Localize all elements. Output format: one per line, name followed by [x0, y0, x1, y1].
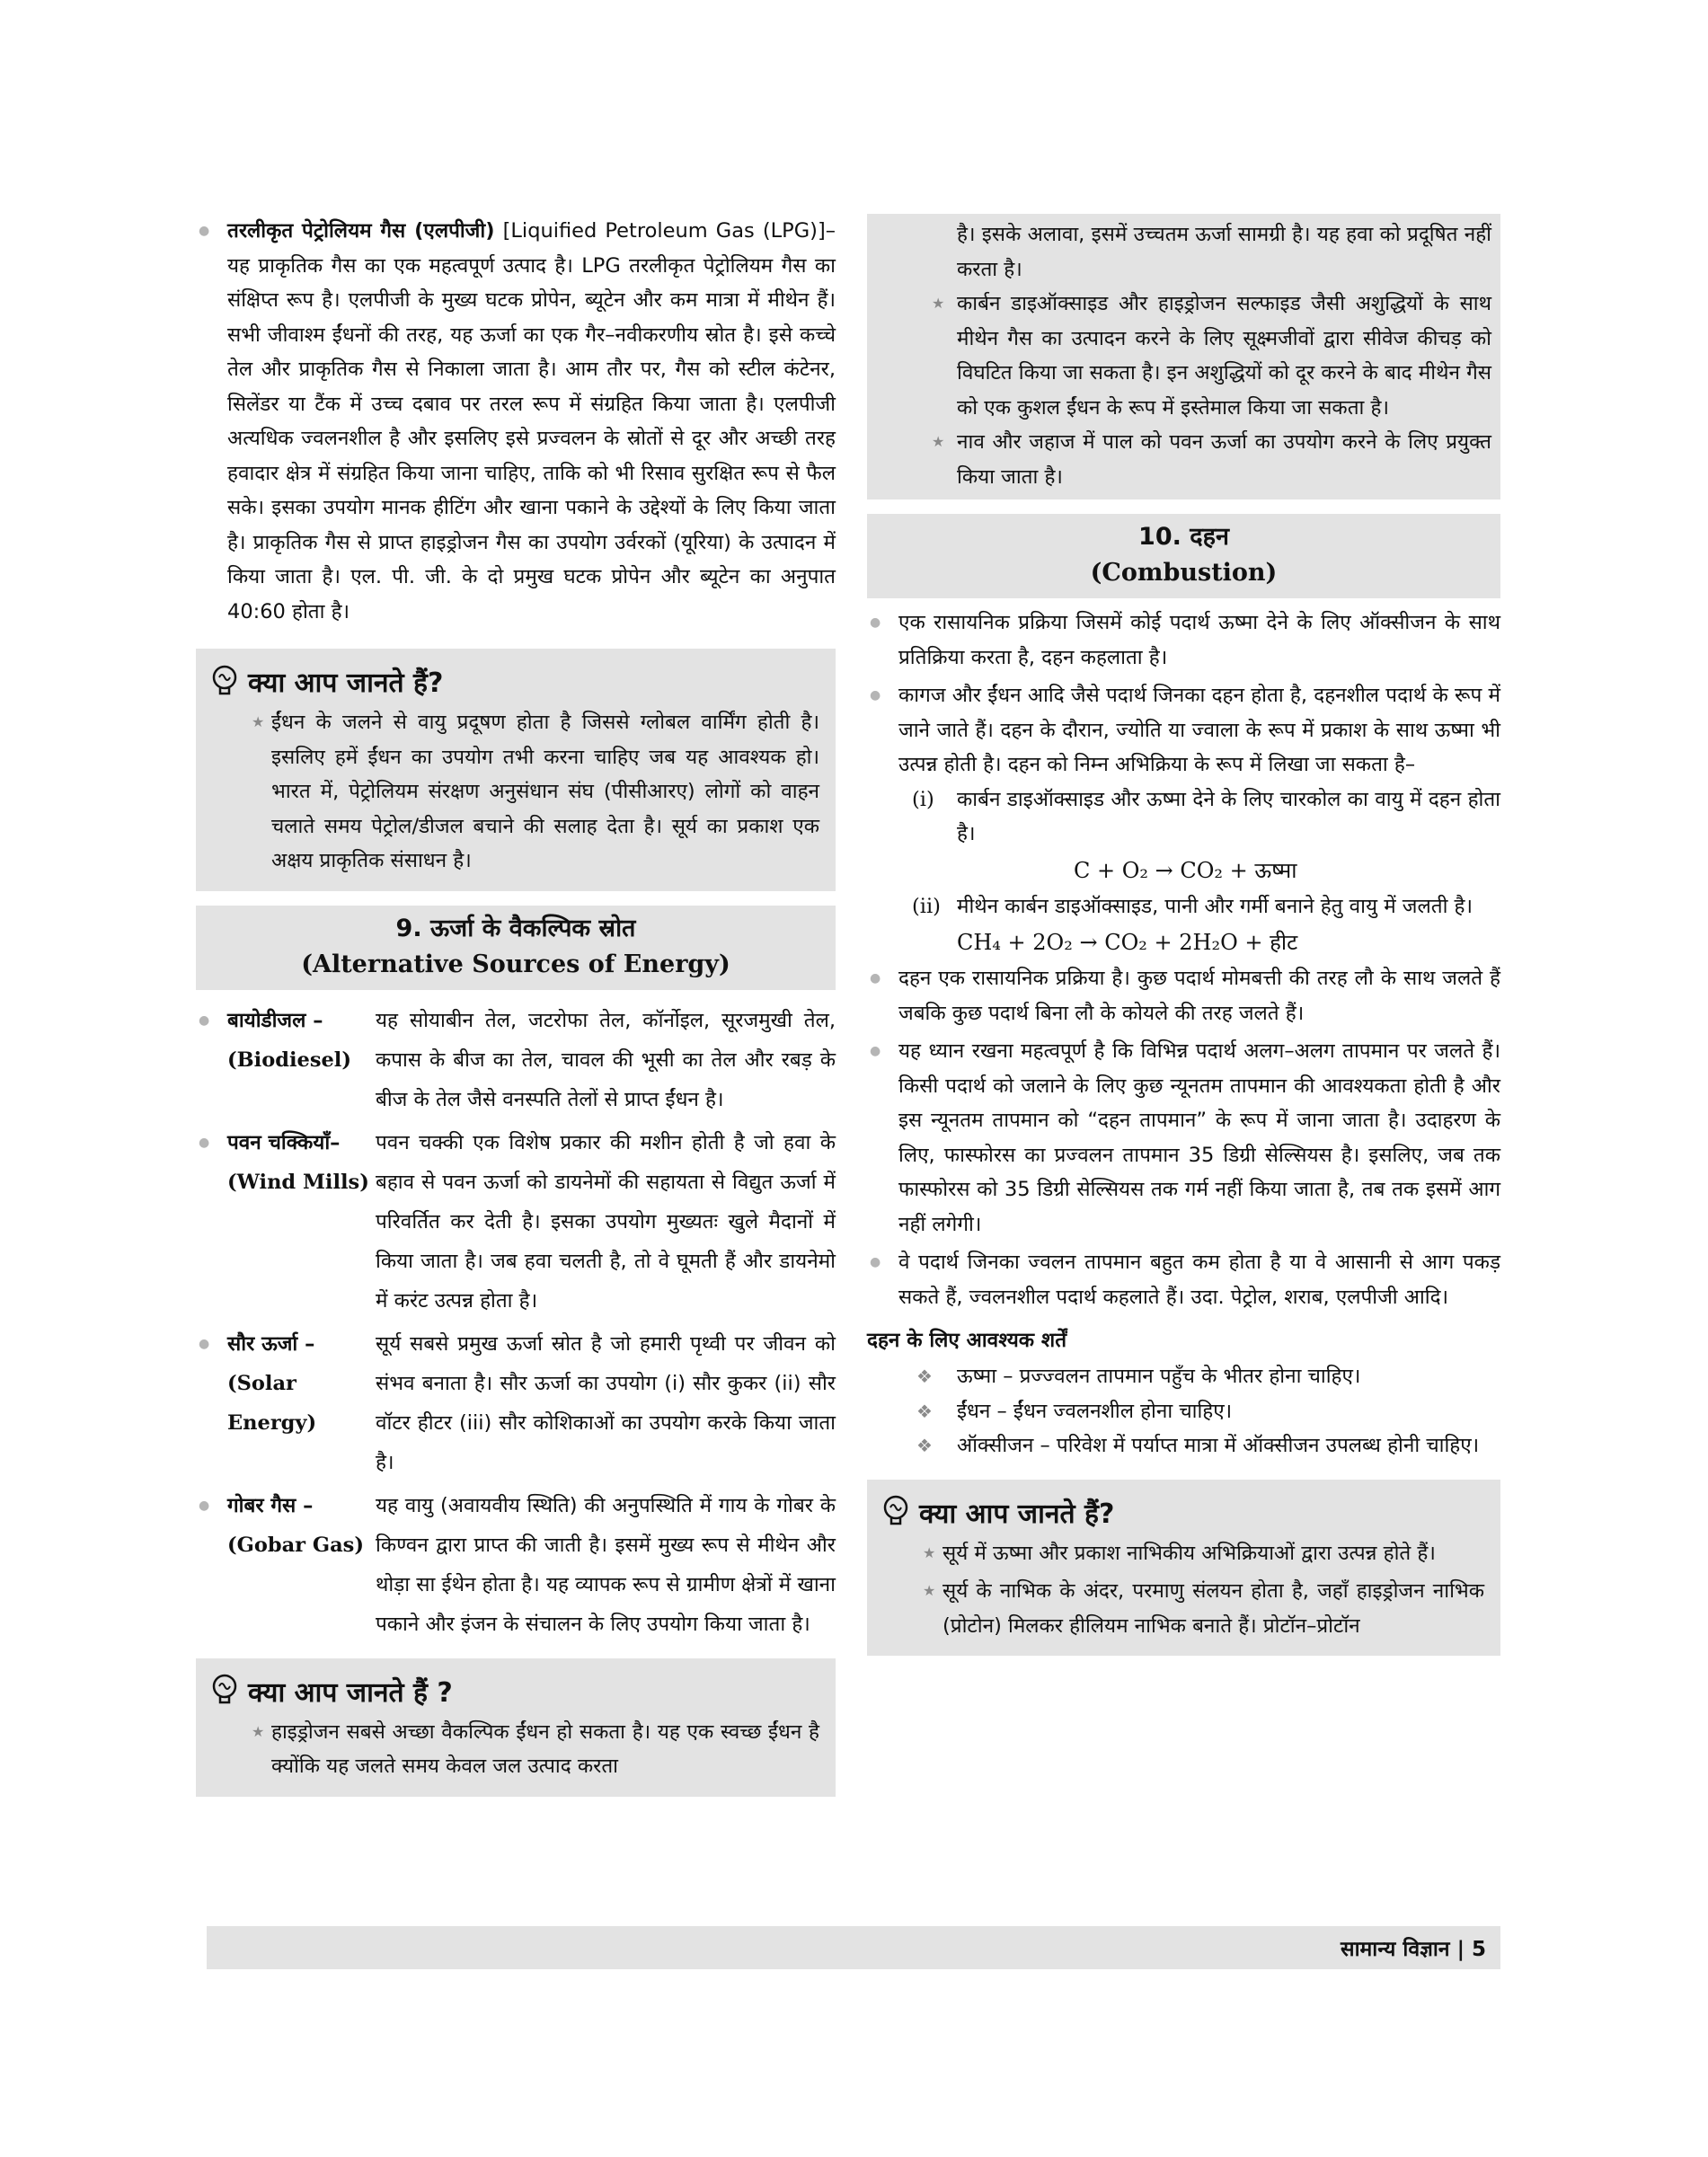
combustion-paragraph-1: ● एक रासायनिक प्रक्रिया जिसमें कोई पदार्थ ऊष्मा देने के लिए ऑक्सीजन के साथ प्रतिक्रिया करता है, दहन कहलाता है। — [867, 606, 1500, 675]
continued-box — [867, 214, 1500, 499]
section-9-subtitle: (Alternative Sources of Energy) — [301, 950, 730, 978]
page-footer — [207, 1926, 1500, 1969]
item-number: (ii) — [912, 894, 941, 918]
conditions-title: दहन के लिए आवश्यक शर्तें — [867, 1329, 1067, 1352]
star-icon: ★ — [252, 1722, 265, 1740]
right-column — [867, 214, 1500, 1656]
term-english: (Biodiesel) — [227, 1048, 351, 1072]
did-you-know-header — [880, 1494, 1484, 1531]
star-icon: ★ — [252, 713, 265, 730]
lpg-title: तरलीकृत पेट्रोलियम गैस (एलपीजी) — [227, 219, 495, 243]
did-you-know-text: ईंधन के जलने से वायु प्रदूषण होता है जिससे ग्लोबल वार्मिंग होती है। इसलिए हमें ईंधन का उपयोग तभी करना चाहिए जब यह आवश्यक हो। भारत में, पेट्रोलियम संरक्षण अनुसंधान संघ (पीसीआरए) लोगों को वाहन चलाते समय पेट्रोल/डीजल बचाने की सलाह देता है। सूर्य का प्रकाश एक अक्षय प्राकृतिक संसाधन है। — [271, 711, 819, 872]
section-10-title: 10. दहन — [1138, 523, 1229, 551]
term-english: (Solar Energy) — [227, 1371, 317, 1435]
term-english: (Wind Mills) — [227, 1170, 369, 1194]
did-you-know-box-1 — [196, 649, 836, 891]
continued-text — [867, 217, 1491, 287]
section-9-title: 9. ऊर्जा के वैकल्पिक स्रोत — [395, 914, 636, 942]
equation-1: C + O₂ → CO₂ + ऊष्मा — [1074, 857, 1297, 883]
condition-item — [867, 1428, 1500, 1463]
condition-item — [867, 1394, 1500, 1429]
item-number: (i) — [912, 787, 934, 811]
term-hindi: पवन चक्कियाँ– — [227, 1130, 341, 1154]
continued-item — [867, 287, 1491, 425]
lpg-paragraph — [196, 214, 836, 629]
combustion-paragraph-5: ● वे पदार्थ जिनका ज्वलन तापमान बहुत कम होता है या वे आसानी से आग पकड़ सकते हैं, ज्वलनशील पदार्थ कहलाते हैं। उदा. पेट्रोल, शराब, एलपीजी आदि। — [867, 1245, 1500, 1314]
did-you-know-text: हाइड्रोजन सबसे अच्छा वैकल्पिक ईंधन हो सकता है। यह एक स्वच्छ ईंधन है क्योंकि यह जलते समय केवल जल उत्पाद करता — [271, 1719, 819, 1778]
diamond-icon: ❖ — [916, 1435, 933, 1456]
lpg-text: [Liquified Petroleum Gas (LPG)]– यह प्राकृतिक गैस का एक महत्वपूर्ण उत्पाद है। LPG तरलीकृत पेट्रोलियम गैस का संक्षिप्त रूप है। एलपीजी के मुख्य घटक प्रोपेन, ब्यूटेन और कम मात्रा में मीथेन हैं। सभी जीवाश्म ईंधनों की तरह, यह ऊर्जा का एक गैर–नवीकरणीय स्रोत है। इसे कच्चे तेल और प्राकृतिक गैस से निकाला जाता है। आम तौर पर, गैस को स्टील कंटेनर, सिलेंडर या टैंक में उच्च दबाव पर तरल रूप में संग्रहित किया जाता है। एलपीजी अत्यधिक ज्वलनशील है और इसलिए इसे प्रज्वलन के स्रोतों से दूर और अच्छी तरह हवादार क्षेत्र में संग्रहित किया जाना चाहिए, ताकि को भी रिसाव सुरक्षित रूप से फैल सके। इसका उपयोग मानक हीटिंग और खाना पकाने के उद्देश्यों के लिए किया जाता है। प्राकृतिक गैस से प्राप्त हाइड्रोजन गैस का उपयोग उर्वरकों (यूरिया) के उत्पादन में किया जाता है। एल. पी. जी. के दो प्रमुख घटक प्रोपेन और ब्यूटेन का अनुपात 40:60 होता है। — [227, 219, 836, 623]
did-you-know-header — [208, 1673, 819, 1710]
term-description: सूर्य सबसे प्रमुख ऊर्जा स्रोत है जो हमारी पृथ्वी पर जीवन को संभव बनाता है। सौर ऊर्जा का उपयोग (i) सौर कुकर (ii) सौर वॉटर हीटर (iii) सौर कोशिकाओं का उपयोग करके किया जाता है। — [376, 1331, 836, 1474]
combustion-paragraph-3: ● दहन एक रासायनिक प्रक्रिया है। कुछ पदार्थ मोमबत्ती की तरह लौ के साथ जलते हैं जबकि कुछ पदार्थ बिना लौ के कोयले की तरह जलते हैं। — [867, 961, 1500, 1030]
bulb-icon — [208, 1673, 241, 1709]
alternative-sources-list — [196, 1001, 836, 1644]
star-icon: ★ — [923, 1543, 936, 1561]
did-you-know-item — [880, 1536, 1484, 1571]
did-you-know-title: क्या आप जानते हैं? — [248, 667, 444, 699]
list-item-wind-mills — [196, 1123, 836, 1321]
did-you-know-text: सूर्य के नाभिक के अंदर, परमाणु संलयन होता है, जहाँ हाइड्रोजन नाभिक (प्रोटोन) मिलकर हीलियम नाभिक बनाते हैं। प्रोटॉन–प्रोटॉन — [942, 1579, 1484, 1638]
continued-item — [867, 425, 1491, 494]
term-description: पवन चक्की एक विशेष प्रकार की मशीन होती है जो हवा के बहाव से पवन ऊर्जा को डायनेमों की सहायता से विद्युत ऊर्जा में परिवर्तित कर देती है। इसका उपयोग मुख्यतः खुले मैदानों में किया जाता है। जब हवा चलती है, तो वे घूमती हैं और डायनेमो में करंट उत्पन्न होता है। — [376, 1130, 836, 1313]
star-icon: ★ — [932, 295, 945, 312]
reaction-item-2 — [867, 889, 1500, 924]
list-item-solar-energy — [196, 1324, 836, 1482]
did-you-know-text: सूर्य में ऊष्मा और प्रकाश नाभिकीय अभिक्रियाओं द्वारा उत्पन्न होते हैं। — [942, 1541, 1436, 1565]
term-hindi: सौर ऊर्जा – — [227, 1331, 315, 1356]
did-you-know-header — [208, 663, 819, 700]
condition-text: ऑक्सीजन – परिवेश में पर्याप्त मात्रा में ऑक्सीजन उपलब्ध होनी चाहिए। — [957, 1434, 1480, 1457]
term-hindi: बायोडीजल – — [227, 1008, 323, 1032]
diamond-icon: ❖ — [916, 1400, 933, 1422]
section-10-subtitle: (Combustion) — [1090, 559, 1278, 587]
equation-2: CH₄ + 2O₂ → CO₂ + 2H₂O + हीट — [957, 930, 1298, 955]
term-english: (Gobar Gas) — [227, 1533, 364, 1557]
did-you-know-item — [880, 1574, 1484, 1643]
did-you-know-item — [208, 705, 819, 879]
did-you-know-title: क्या आप जानते हैं? — [919, 1498, 1115, 1530]
term-description: यह वायु (अवायवीय स्थिति) की अनुपस्थिति में गाय के गोबर के किण्वन द्वारा प्राप्त की जाती है। इसमें मुख्य रूप से मीथेन और थोड़ा सा ईथेन होता है। यह व्यापक रूप से ग्रामीण क्षेत्रों में खाना पकाने और इंजन के संचालन के लिए उपयोग किया जाता है। — [376, 1493, 836, 1636]
condition-text: ऊष्मा – प्रज्ज्वलन तापमान पहुँच के भीतर होना चाहिए। — [957, 1365, 1361, 1388]
term-description: यह सोयाबीन तेल, जटरोफा तेल, कॉर्नोइल, सूरजमुखी तेल, कपास के बीज का तेल, चावल की भूसी का तेल और रबड़ के बीज के तेल जैसे वनस्पति तेलों से प्राप्त ईंधन है। — [376, 1008, 836, 1111]
bulb-icon — [208, 664, 241, 700]
continued-text-content: है। इसके अलावा, इसमें उच्चतम ऊर्जा सामग्री है। यह हवा को प्रदूषित नहीं करता है। — [957, 223, 1491, 281]
reaction-item-1 — [867, 782, 1500, 852]
continued-item-text: कार्बन डाइऑक्साइड और हाइड्रोजन सल्फाइड जैसी अशुद्धियों के साथ मीथेन गैस का उत्पादन करने के लिए सूक्ष्मजीवों द्वारा सीवेज कीचड़ को विघटित किया जा सकता है। इन अशुद्धियों को दूर करने के बाद मीथेन गैस को एक कुशल ईंधन के रूप में इस्तेमाल किया जा सकता है। — [957, 292, 1491, 420]
list-item-gobar-gas — [196, 1486, 836, 1644]
section-10-header — [867, 514, 1500, 598]
star-icon: ★ — [923, 1582, 936, 1599]
section-9-header — [196, 906, 836, 990]
list-item-biodiesel — [196, 1001, 836, 1119]
did-you-know-box-3 — [867, 1480, 1500, 1657]
term-hindi: गोबर गैस – — [227, 1493, 314, 1517]
star-icon: ★ — [932, 433, 945, 450]
diamond-icon: ❖ — [916, 1366, 933, 1387]
did-you-know-title: क्या आप जानते हैं ? — [248, 1676, 453, 1709]
reaction-text: मीथेन कार्बन डाइऑक्साइड, पानी और गर्मी बनाने हेतु वायु में जलती है। — [957, 894, 1473, 918]
did-you-know-item — [208, 1715, 819, 1784]
bulb-icon — [880, 1494, 912, 1530]
condition-item — [867, 1359, 1500, 1394]
reaction-text: कार्बन डाइऑक्साइड और ऊष्मा देने के लिए चारकोल का वायु में दहन होता है। — [957, 787, 1500, 845]
footer-text: सामान्य विज्ञान | 5 — [1341, 1938, 1486, 1961]
continued-item-text: नाव और जहाज में पाल को पवन ऊर्जा का उपयोग करने के लिए प्रयुक्त किया जाता है। — [957, 430, 1491, 489]
combustion-paragraph-4: ● यह ध्यान रखना महत्वपूर्ण है कि विभिन्न पदार्थ अलग–अलग तापमान पर जलते हैं। किसी पदार्थ को जलाने के लिए कुछ न्यूनतम तापमान की आवश्यकता होती है और इस न्यूनतम तापमान को “दहन तापमान” के रूप में जाना जाता है। उदाहरण के लिए, फास्फोरस का प्रज्वलन तापमान 35 डिग्री सेल्सियस है। इसलिए, जब तक फास्फोरस को 35 डिग्री सेल्सियस तक गर्म नहीं किया जाता है, तब तक इसमें आग नहीं लगेगी। — [867, 1034, 1500, 1242]
left-column — [196, 214, 836, 1797]
did-you-know-box-2 — [196, 1658, 836, 1797]
combustion-paragraph-2: ● कागज और ईंधन आदि जैसे पदार्थ जिनका दहन होता है, दहनशील पदार्थ के रूप में जाने जाते हैं। दहन के दौरान, ज्योति या ज्वाला के रूप में प्रकाश के साथ ऊष्मा भी उत्पन्न होती है। दहन को निम्न अभिक्रिया के रूप में लिखा जा सकता है– — [867, 678, 1500, 782]
condition-text: ईंधन – ईंधन ज्वलनशील होना चाहिए। — [957, 1399, 1233, 1423]
